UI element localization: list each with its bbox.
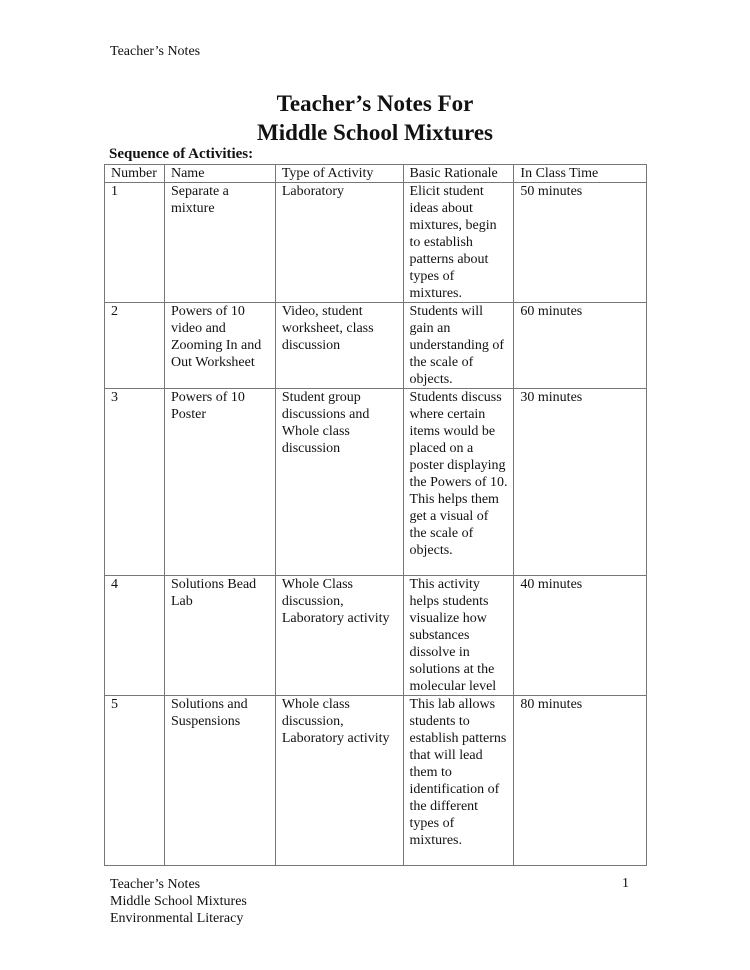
cell-type: Whole class discussion, Laboratory activity (275, 696, 403, 866)
cell-number: 3 (105, 389, 165, 576)
section-heading: Sequence of Activities: (109, 146, 254, 162)
column-header-time: In Class Time (514, 165, 647, 183)
cell-number: 5 (105, 696, 165, 866)
cell-time: 80 minutes (514, 696, 647, 866)
page-title-line-1: Teacher’s Notes For (276, 91, 474, 116)
column-header-type: Type of Activity (275, 165, 403, 183)
cell-type: Student group discussions and Whole class discussion (275, 389, 403, 576)
cell-rationale: This activity helps students visualize how substances dissolve in solutions at the molecular level (403, 576, 514, 696)
footer-line-program: Environmental Literacy (110, 911, 244, 926)
cell-time: 50 minutes (514, 183, 647, 303)
table-row (105, 183, 647, 303)
cell-number: 2 (105, 303, 165, 389)
table-header-row (105, 165, 647, 183)
cell-rationale: Students discuss where certain items would be placed on a poster displaying the Powers of 10. This helps them get a visual of the scale of objects. (403, 389, 514, 576)
cell-name: Solutions Bead Lab (164, 576, 275, 696)
cell-rationale: Students will gain an understanding of the scale of objects. (403, 303, 514, 389)
cell-rationale: Elicit student ideas about mixtures, begin to establish patterns about types of mixtures. (403, 183, 514, 303)
table-row (105, 389, 647, 576)
column-header-number: Number (105, 165, 165, 183)
table-row (105, 576, 647, 696)
cell-number: 4 (105, 576, 165, 696)
cell-name: Powers of 10 Poster (164, 389, 275, 576)
table-row (105, 303, 647, 389)
cell-type: Video, student worksheet, class discussion (275, 303, 403, 389)
activities-table (104, 164, 647, 866)
running-header: Teacher’s Notes (110, 44, 201, 59)
cell-type: Whole Class discussion, Laboratory activity (275, 576, 403, 696)
page-number: 1 (622, 876, 629, 891)
page-title-line-2: Middle School Mixtures (257, 120, 493, 145)
table-row (105, 696, 647, 866)
cell-rationale: This lab allows students to establish patterns that will lead them to identification of the different types of mixtures. (403, 696, 514, 866)
cell-name: Solutions and Suspensions (164, 696, 275, 866)
footer-line-unit: Middle School Mixtures (110, 894, 247, 909)
cell-type: Laboratory (275, 183, 403, 303)
footer-line-title: Teacher’s Notes (110, 877, 201, 892)
column-header-rationale: Basic Rationale (403, 165, 514, 183)
cell-name: Powers of 10 video and Zooming In and Out Worksheet (164, 303, 275, 389)
column-header-name: Name (164, 165, 275, 183)
cell-time: 60 minutes (514, 303, 647, 389)
cell-number: 1 (105, 183, 165, 303)
cell-time: 30 minutes (514, 389, 647, 576)
cell-name: Separate a mixture (164, 183, 275, 303)
cell-time: 40 minutes (514, 576, 647, 696)
page-footer (110, 876, 247, 927)
